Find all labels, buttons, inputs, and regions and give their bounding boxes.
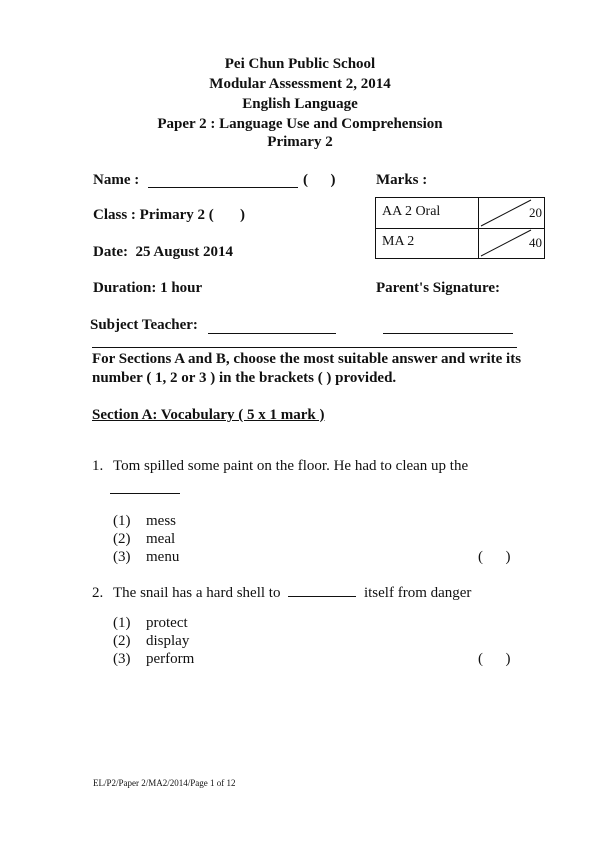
marks-row-label: MA 2: [382, 234, 415, 249]
option-text: perform: [146, 651, 195, 667]
question-text: The snail has a hard shell to: [113, 585, 281, 601]
subject-teacher-line[interactable]: [208, 333, 336, 334]
question-text-after: itself from danger: [363, 585, 472, 601]
assessment-title: Modular Assessment 2, 2014: [209, 76, 391, 92]
marks-label: Marks :: [376, 172, 428, 188]
option-number: (1): [113, 615, 131, 631]
page-footer: EL/P2/Paper 2/MA2/2014/Page 1 of 12: [93, 778, 236, 788]
date-label: Date: 25 August 2014: [93, 244, 234, 260]
marks-table: [375, 197, 545, 259]
option-number: (3): [113, 549, 131, 565]
option[interactable]: [113, 513, 176, 530]
option-number: (2): [113, 531, 131, 547]
question-number: 2.: [92, 585, 104, 601]
parent-signature-label: Parent's Signature:: [376, 280, 501, 296]
marks-score-cell[interactable]: [478, 198, 545, 228]
class-label: Class : Primary 2 ( ): [93, 207, 246, 223]
level-title: Primary 2: [267, 134, 333, 150]
marks-row-label: AA 2 Oral: [382, 204, 441, 219]
option-text: mess: [146, 513, 176, 529]
school-name: Pei Chun Public School: [224, 56, 376, 72]
option[interactable]: [113, 549, 179, 566]
marks-max-value: 20: [529, 205, 542, 220]
instructions: For Sections A and B, choose the most suitable answer and write its number ( 1, 2 or 3 ) in the brackets ( ) provided.: [92, 351, 522, 386]
option-text: meal: [146, 531, 176, 547]
option[interactable]: [113, 651, 194, 668]
option-number: (1): [113, 513, 131, 529]
duration-label: Duration: 1 hour: [93, 280, 203, 296]
option-text: protect: [146, 615, 188, 631]
name-field-line[interactable]: [148, 187, 298, 188]
subject-title: English Language: [242, 96, 358, 112]
answer-blank: [110, 493, 180, 494]
name-register-brackets: ( ): [303, 172, 336, 188]
section-a-title: Section A: Vocabulary ( 5 x 1 mark ): [92, 407, 325, 423]
question-text: Tom spilled some paint on the floor. He had to clean up the: [113, 458, 469, 474]
marks-row: [376, 228, 544, 258]
name-label: Name :: [93, 172, 140, 188]
answer-brackets[interactable]: ( ): [478, 549, 511, 565]
option-text: display: [146, 633, 190, 649]
question-2: [92, 585, 471, 602]
section-divider: [92, 347, 517, 348]
question-number: 1.: [92, 458, 104, 474]
option-number: (2): [113, 633, 131, 649]
marks-row: [376, 198, 544, 229]
option[interactable]: [113, 615, 188, 632]
answer-brackets[interactable]: ( ): [478, 651, 511, 667]
option[interactable]: [113, 633, 189, 650]
paper-title: Paper 2 : Language Use and Comprehension: [157, 116, 443, 132]
question-1: [92, 458, 468, 475]
parent-signature-line[interactable]: [383, 333, 513, 334]
subject-teacher-label: Subject Teacher:: [90, 317, 198, 333]
marks-score-cell[interactable]: [478, 228, 545, 258]
option[interactable]: [113, 531, 175, 548]
answer-blank: [288, 596, 356, 597]
option-number: (3): [113, 651, 131, 667]
option-text: menu: [146, 549, 180, 565]
marks-max-value: 40: [529, 235, 542, 250]
